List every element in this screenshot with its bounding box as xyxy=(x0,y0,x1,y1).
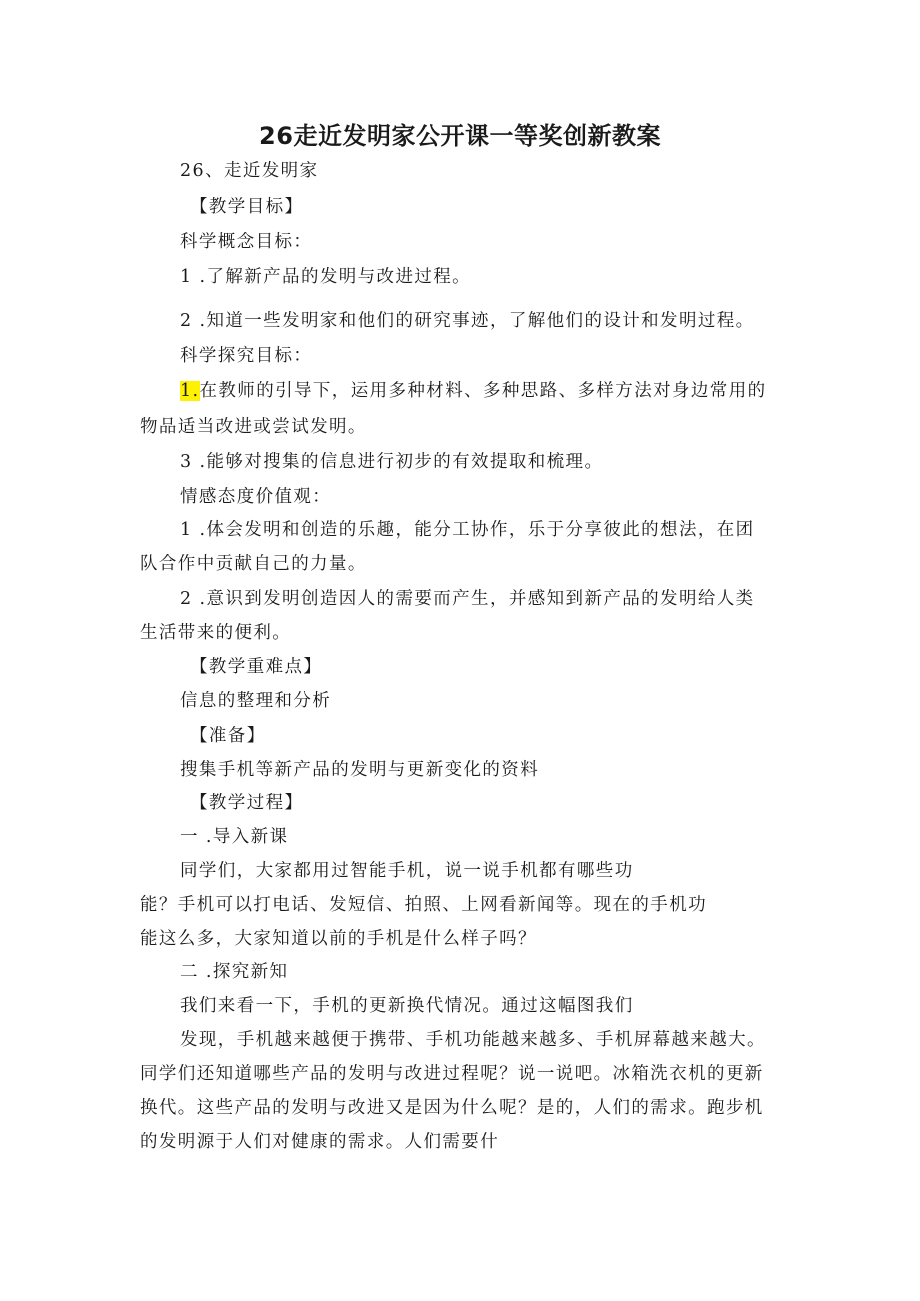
paragraph: 信息的整理和分析 xyxy=(180,691,332,711)
list-item xyxy=(180,378,767,404)
list-item: 2 .知道一些发明家和他们的研究事迹，了解他们的设计和发明过程。 xyxy=(180,311,755,331)
paragraph-continuation: 能这么多，大家知道以前的手机是什么样子吗？ xyxy=(140,929,537,949)
step-heading: 二 .探究新知 xyxy=(180,962,289,982)
highlighted-number: 1. xyxy=(180,381,200,401)
paragraph-continuation: 换代。这些产品的发明与改进又是因为什么呢？是的，人们的需求。跑步机 xyxy=(140,1098,764,1118)
subsection-science-concept: 科学概念目标： xyxy=(180,232,313,252)
step-heading: 一 .导入新课 xyxy=(180,827,289,847)
paragraph: 搜集手机等新产品的发明与更新变化的资料 xyxy=(180,760,540,780)
document-title: 26走近发明家公开课一等奖创新教案 xyxy=(259,122,661,150)
paragraph-continuation: 同学们还知道哪些产品的发明与改进过程呢？说一说吧。冰箱洗衣机的更新 xyxy=(140,1064,764,1084)
paragraph: 同学们，大家都用过智能手机，说一说手机都有哪些功 xyxy=(180,861,634,881)
list-item: 1 .体会发明和创造的乐趣，能分工协作，乐于分享彼此的想法，在团 xyxy=(180,520,755,540)
section-preparation: 【准备】 xyxy=(190,726,266,746)
paragraph-continuation: 的发明源于人们对健康的需求。人们需要什 xyxy=(140,1132,500,1152)
subsection-science-inquiry: 科学探究目标： xyxy=(180,346,313,366)
lesson-heading: 26、走近发明家 xyxy=(180,161,319,181)
list-item-continuation: 生活带来的便利。 xyxy=(140,623,292,643)
list-item: 3 .能够对搜集的信息进行初步的有效提取和梳理。 xyxy=(180,452,604,472)
paragraph: 我们来看一下，手机的更新换代情况。通过这幅图我们 xyxy=(180,996,634,1016)
paragraph-continuation: 能？手机可以打电话、发短信、拍照、上网看新闻等。现在的手机功 xyxy=(140,895,707,915)
section-teaching-process: 【教学过程】 xyxy=(190,793,304,813)
paragraph: 发现，手机越来越便于携带、手机功能越来越多、手机屏幕越来越大。 xyxy=(180,1030,766,1050)
section-teaching-goals: 【教学目标】 xyxy=(190,197,304,217)
list-item: 1 .了解新产品的发明与改进过程。 xyxy=(180,267,472,287)
list-item-text: 在教师的引导下，运用多种材料、多种思路、多样方法对身边常用的 xyxy=(199,381,767,401)
list-item-continuation: 物品适当改进或尝试发明。 xyxy=(140,417,367,437)
subsection-emotion-values: 情感态度价值观： xyxy=(180,487,332,507)
list-item-continuation: 队合作中贡献自己的力量。 xyxy=(140,554,367,574)
list-item: 2 .意识到发明创造因人的需要而产生，并感知到新产品的发明给人类 xyxy=(180,589,755,609)
section-key-difficulties: 【教学重难点】 xyxy=(190,657,323,677)
